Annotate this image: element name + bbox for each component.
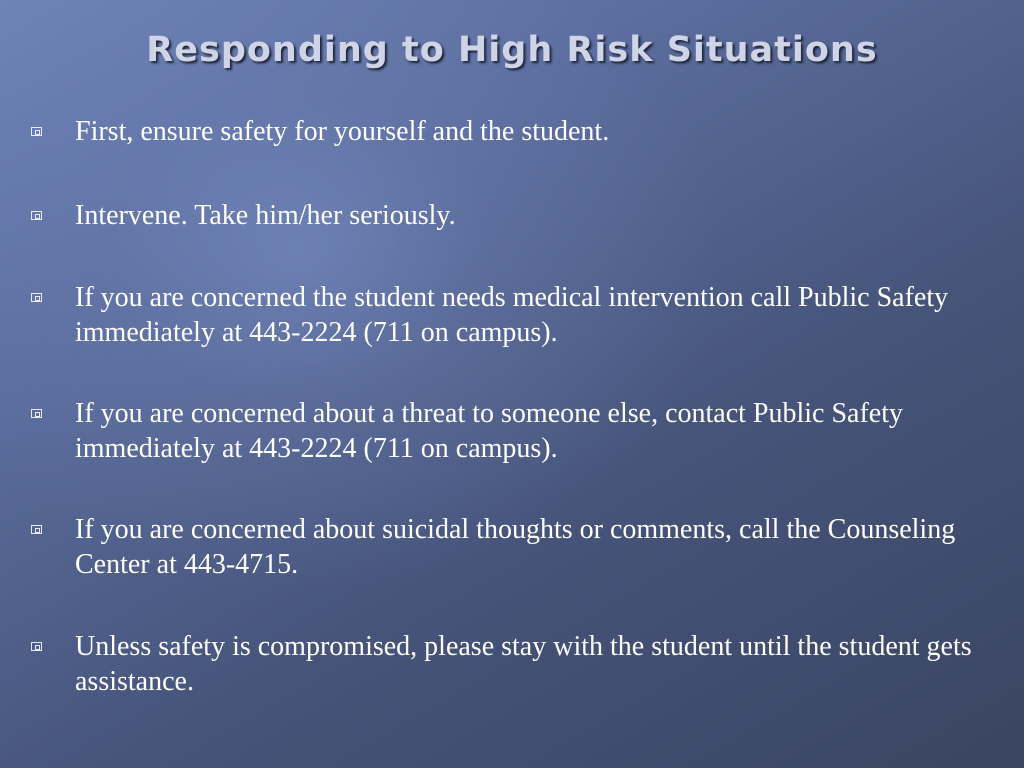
square-bullet-icon [31, 211, 42, 220]
bullet-text: First, ensure safety for yourself and the student. [75, 116, 610, 147]
bullet-text: Intervene. Take him/her seriously. [75, 200, 456, 231]
square-bullet-icon [31, 409, 42, 418]
square-bullet-icon [31, 525, 42, 534]
square-bullet-icon [31, 642, 42, 651]
square-bullet-icon [31, 127, 42, 136]
slide-title: Responding to High Risk Situations [146, 30, 878, 70]
square-bullet-icon [31, 293, 42, 302]
bullet-text: If you are concerned about a threat to someone else, contact Public Safety immediately at 443-2224 (711 on campus). [75, 398, 904, 464]
bullet-text: Unless safety is compromised, please stay with the student until the student gets assistance. [75, 631, 972, 697]
bullet-text: If you are concerned the student needs medical intervention call Public Safety immediately at 443-2224 (711 on campus). [75, 282, 949, 348]
bullet-text: If you are concerned about suicidal thoughts or comments, call the Counseling Center at 443-4715. [75, 514, 956, 580]
